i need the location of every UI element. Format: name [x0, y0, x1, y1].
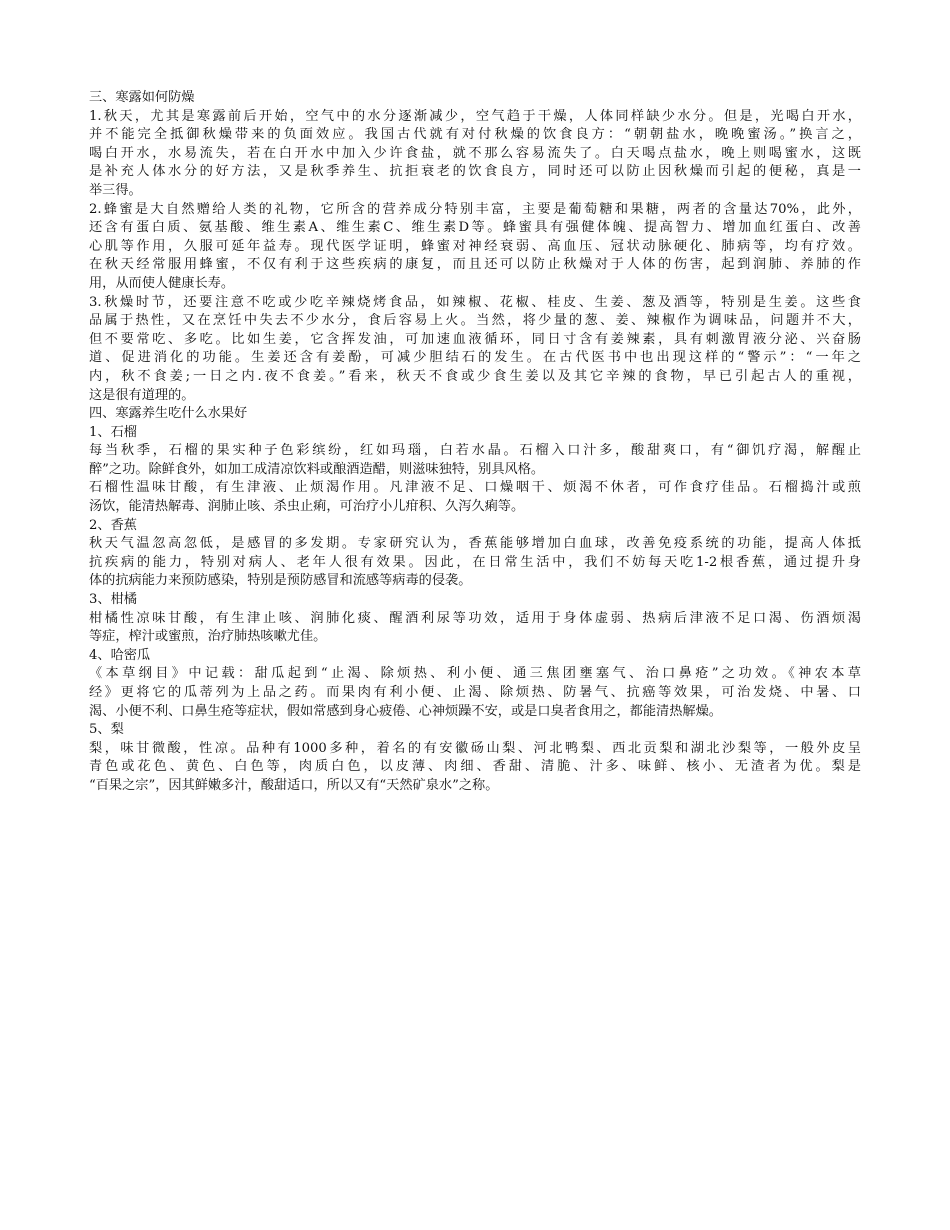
text-line: 道、促进消化的功能。生姜还含有姜酚，可减少胆结石的发生。在古代医书中也出现这样的“警示”：“一年之: [89, 350, 861, 366]
text-line: 5、梨: [89, 722, 124, 738]
text-line: 2、香蕉: [89, 517, 137, 533]
text-line: 《本草纲目》中记载：甜瓜起到“止渴、除烦热、利小便、通三焦团壅塞气、治口鼻疮”之功效。《神农本草: [89, 666, 861, 682]
text-line: 1、石榴: [89, 424, 137, 440]
document-page: [89, 89, 861, 796]
text-line: 等症，榨汁或蜜煎，治疗肺热咳嗽尤佳。: [89, 629, 327, 645]
text-line: 石榴性温味甘酸，有生津液、止烦渴作用。凡津液不足、口燥咽干、烦渴不休者，可作食疗佳品。石榴捣汁或煎: [89, 480, 861, 496]
text-line: 4、哈密瓜: [89, 647, 151, 663]
text-line: 经》更将它的瓜蒂列为上品之药。而果肉有利小便、止渴、除烦热、防暑气、抗癌等效果，可治发烧、中暑、口: [89, 685, 861, 700]
text-line: 秋天气温忽高忽低，是感冒的多发期。专家研究认为，香蕉能够增加白血球，改善免疫系统的功能，提高人体抵: [89, 536, 861, 552]
text-line: 心肌等作用，久服可延年益寿。现代医学证明，蜂蜜对神经衰弱、高血压、冠状动脉硬化、肺病等，均有疗效。: [89, 238, 861, 254]
text-line: 还含有蛋白质、氨基酸、维生素A、维生素C、维生素D等。蜂蜜具有强健体魄、提高智力、增加血红蛋白、改善: [89, 220, 861, 236]
text-line: 汤饮，能清热解毒、润肺止咳、杀虫止痢，可治疗小儿疳积、久泻久痢等。: [89, 499, 525, 515]
text-line: 醉”之功。除鲜食外，如加工成清凉饮料或酿酒造醋，则滋味独特，别具风格。: [89, 461, 545, 477]
text-line: 三、寒露如何防燥: [89, 90, 195, 105]
text-line: 抗疾病的能力，特别对病人、老年人很有效果。因此，在日常生活中，我们不妨每天吃1-2根香蕉，通过提升身: [89, 554, 861, 570]
text-line: 内，秋不食姜;一日之内.夜不食姜。”看来，秋天不食或少食生姜以及其它辛辣的食物，早已引起古人的重视，: [89, 368, 861, 384]
text-line: 梨，味甘微酸，性凉。品种有1000多种，着名的有安徽砀山梨、河北鸭梨、西北贡梨和湖北沙梨等，一般外皮呈: [89, 740, 861, 756]
text-line: 每当秋季，石榴的果实种子色彩缤纷，红如玛瑙，白若水晶。石榴入口汁多，酸甜爽口，有“御饥疗渴，解醒止: [89, 443, 861, 459]
text-line: 2.蜂蜜是大自然赠给人类的礼物，它所含的营养成分特别丰富，主要是葡萄糖和果糖，两者的含量达70%，此外，: [89, 201, 861, 217]
text-line: 举三得。: [89, 182, 142, 198]
text-line: 四、寒露养生吃什么水果好: [89, 406, 248, 422]
text-line: 渴、小便不利、口鼻生疮等症状，假如常感到身心疲倦、心神烦躁不安，或是口臭者食用之，都能清热解燥。: [89, 703, 722, 719]
text-line: 但不要常吃、多吃。比如生姜，它含挥发油，可加速血液循环，同日寸含有姜辣素，具有刺激胃液分泌、兴奋肠: [89, 331, 861, 347]
text-line: 1.秋天，尤其是寒露前后开始，空气中的水分逐渐减少，空气趋于干燥，人体同样缺少水分。但是，光喝白开水，: [89, 108, 861, 124]
text-line: 是补充人体水分的好方法，又是秋季养生、抗拒衰老的饮食良方，同时还可以防止因秋燥而引起的便秘，真是一: [89, 164, 861, 180]
text-line: 用，从而使人健康长寿。: [89, 275, 235, 291]
text-line: 品属于热性，又在烹饪中失去不少水分，食后容易上火。当然，将少量的葱、姜、辣椒作为调味品，问题并不大，: [89, 313, 861, 329]
text-line: 并不能完全抵御秋燥带来的负面效应。我国古代就有对付秋燥的饮食良方：“朝朝盐水，晚晚蜜汤。”换言之，: [89, 127, 861, 143]
text-line: 这是很有道理的。: [89, 387, 195, 403]
text-line: 3、柑橘: [89, 592, 137, 608]
text-line: 体的抗病能力来预防感染，特别是预防感冒和流感等病毒的侵袭。: [89, 573, 472, 589]
text-line: 3.秋燥时节，还要注意不吃或少吃辛辣烧烤食品，如辣椒、花椒、桂皮、生姜、葱及酒等，特别是生姜。这些食: [89, 294, 861, 310]
text-line: 在秋天经常服用蜂蜜，不仅有利于这些疾病的康复，而且还可以防止秋燥对于人体的伤害，起到润肺、养肺的作: [89, 257, 861, 273]
text-line: 青色或花色、黄色、白色等，肉质白色，以皮薄、肉细、香甜、清脆、汁多、味鲜、核小、无渣者为优。梨是: [89, 759, 861, 775]
text-line: “百果之宗”，因其鲜嫩多汁，酸甜适口，所以又有“天然矿泉水”之称。: [89, 777, 499, 793]
text-line: 喝白开水，水易流失，若在白开水中加入少许食盐，就不那么容易流失了。白天喝点盐水，晚上则喝蜜水，这既: [89, 145, 861, 161]
text-line: 柑橘性凉味甘酸，有生津止咳、润肺化痰、醒酒利尿等功效，适用于身体虚弱、热病后津液不足口渴、伤酒烦渴: [89, 610, 861, 626]
